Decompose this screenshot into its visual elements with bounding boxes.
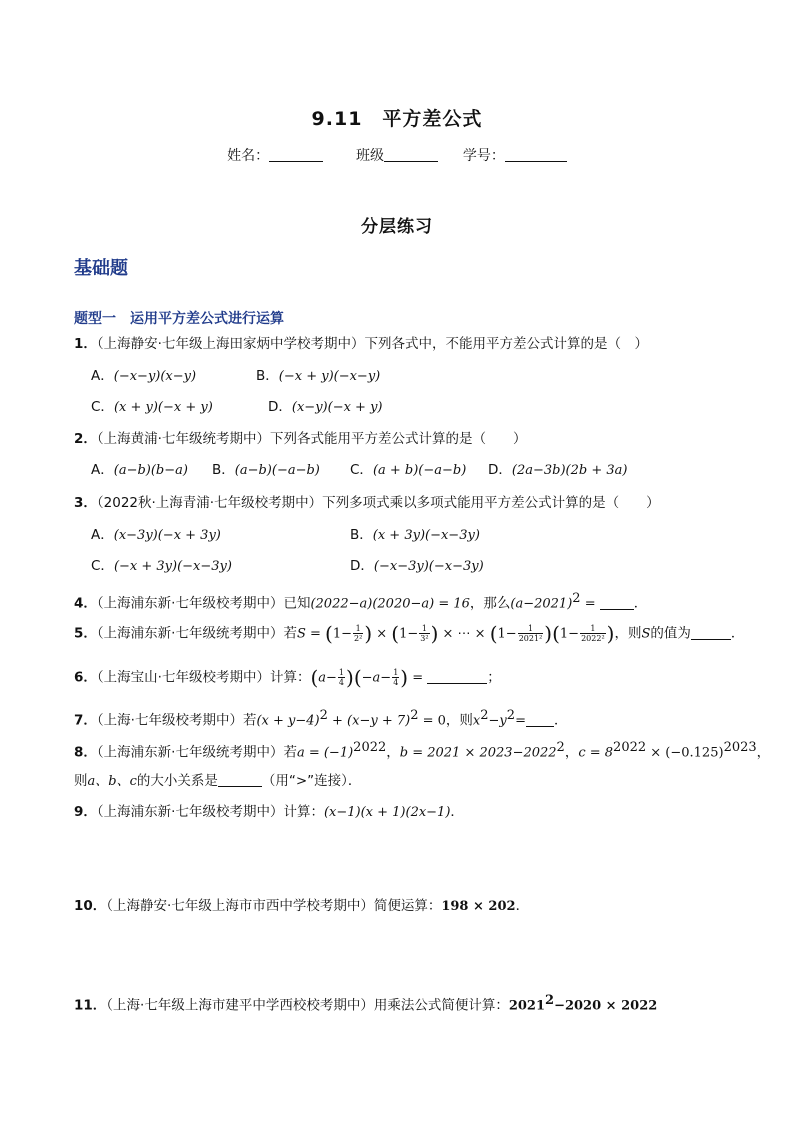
section-heading: 基础题 [74,258,128,279]
name-blank[interactable] [269,147,323,162]
problem-type-heading: 题型一 运用平方差公式进行运算 [74,311,284,327]
question-7: 7．（上海·七年级校考期中）若$(x + y-4)^2 + (x-y + 7)^2 = 0$，则$x^2-y^2=$ ． [74,708,568,729]
question-10: 10．（上海静安·七年级上海市市西中学校考期中）简便运算：198 × 202． [74,898,530,914]
class-blank[interactable] [384,147,438,162]
q3-option-a[interactable]: A．(x−3y)(−x + 3y) [91,527,221,543]
q3-option-d[interactable]: D．(−x−3y)(−x−3y) [350,558,484,574]
question-9: 9．（上海浦东新·七年级校考期中）计算：(x−1)(x + 1)(2x−1)． [74,804,464,820]
q1-option-c[interactable]: C．(x + y)(−x + y) [91,399,213,415]
question-11: 11．（上海·七年级上海市建平中学西校校考期中）用乘法公式简便计算：$2021^2-2020 \times 2022$ [74,993,658,1014]
q2-option-d[interactable]: D．(2a−3b)(2b + 3a) [488,462,628,478]
answer-blank[interactable] [427,670,487,684]
answer-blank[interactable] [691,626,731,640]
q1-option-d[interactable]: D．(x−y)(−x + y) [268,399,383,415]
q2-option-a[interactable]: A．(a−b)(b−a) [91,462,188,478]
student-id-label: 学号： [462,148,505,164]
q3-option-b[interactable]: B．(x + 3y)(−x−3y) [350,527,480,543]
question-5: 5．（上海浦东新·七年级统考期中）若S = (1− $\frac{1}{\text{2²}}$ ) × (1− $\frac{1}{\text{3²}}$ ) × ⋯ × (1− $\frac{1}{\text{2021²}}$ )(1− $\frac{1}{\text{2022²}}$ )，则S的值为 ． [74,621,745,646]
answer-blank[interactable] [526,713,554,727]
question-number: 1． [74,336,97,352]
q2-option-b[interactable]: B．(a−b)(−a−b) [212,462,320,478]
q2-option-c[interactable]: C．(a + b)(−a−b) [350,462,467,478]
name-label: 姓名： [227,148,270,164]
section-subtitle: 分层练习 [361,217,433,237]
q1-option-b[interactable]: B．(−x + y)(−x−y) [256,368,381,384]
answer-blank[interactable] [218,773,262,787]
question-1 [74,335,648,353]
class-label: 班级 [356,148,384,164]
page-title: 9.11 平方差公式 [311,108,483,130]
answer-blank[interactable] [600,596,634,610]
question-text: 下列各式中，不能用平方差公式计算的是（ ） [364,336,648,352]
student-id-blank[interactable] [505,147,567,162]
q3-option-c[interactable]: C．(−x + 3y)(−x−3y) [91,558,232,574]
question-4: 4．（上海浦东新·七年级校考期中）已知(2022−a)(2020−a) = 16，那么$(a-2021)^2$ = ． [74,591,648,612]
question-3: 3．（2022秋·上海青浦·七年级校考期中）下列多项式乘以多项式能用平方差公式计算的是（ ） [74,495,660,511]
question-2: 2．（上海黄浦·七年级统考期中）下列各式能用平方差公式计算的是（ ） [74,431,527,447]
q1-option-a[interactable]: A．(−x−y)(x−y) [91,368,197,384]
question-source: （上海静安·七年级上海田家炳中学校考期中） [96,336,365,352]
question-8: 8．（上海浦东新·七年级统考期中）若$a = (-1)^{2022}$，$b = 2021 \times 2023-2022^2$，$c = 8^{2022} \times (-0.125)^{2023}$， [74,740,771,761]
question-8-line-2: 则a、b、c的大小关系是 （用“>”连接）． [74,773,362,789]
student-info-line [0,145,794,165]
question-6: 6．（上海宝山·七年级校考期中）计算：(a− $\frac{1}{4}$ )(−a− $\frac{1}{4}$ ) = ； [74,665,501,690]
